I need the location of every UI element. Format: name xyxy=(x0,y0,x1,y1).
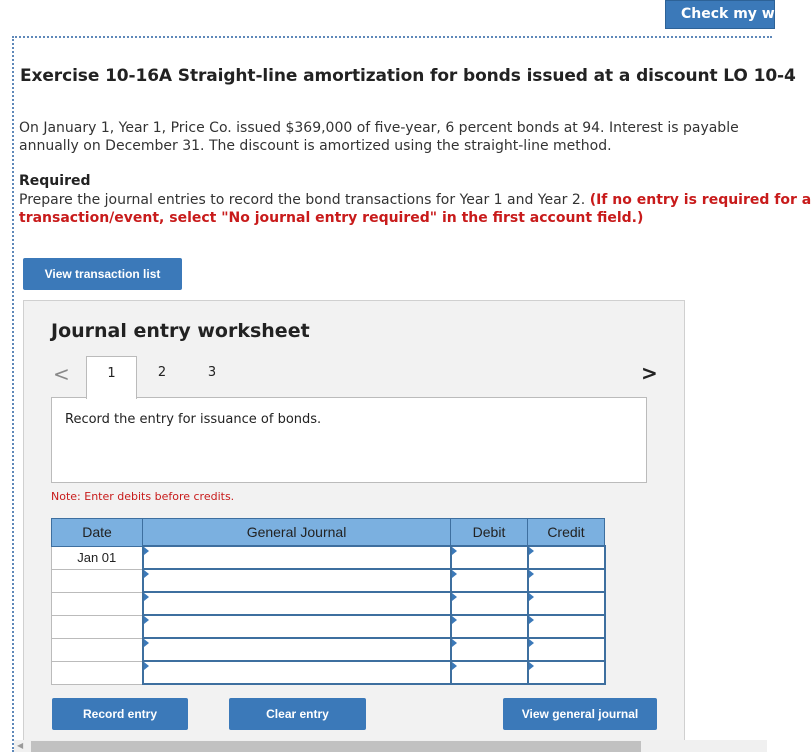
dropdown-marker-icon xyxy=(452,570,457,578)
dropdown-marker-icon xyxy=(452,639,457,647)
dropdown-marker-icon xyxy=(452,547,457,555)
instruction-red-1: (If no entry is required for a xyxy=(589,192,811,208)
account-input[interactable] xyxy=(143,638,451,661)
dropdown-marker-icon xyxy=(144,547,149,555)
credit-input[interactable] xyxy=(528,615,605,638)
instruction-red-2: transaction/event, select "No journal entry required" in the first account field.) xyxy=(19,210,644,226)
dropdown-marker-icon xyxy=(529,593,534,601)
credit-input[interactable] xyxy=(528,638,605,661)
dropdown-marker-icon xyxy=(529,616,534,624)
tab-2[interactable]: 2 xyxy=(157,365,167,380)
debit-credit-note: Note: Enter debits before credits. xyxy=(51,490,235,503)
table-row xyxy=(52,569,605,592)
column-header-debit: Debit xyxy=(451,519,528,547)
chevron-left-icon[interactable]: < xyxy=(53,362,70,386)
chevron-right-icon[interactable]: > xyxy=(641,361,658,385)
table-row xyxy=(52,592,605,615)
scroll-left-arrow-icon[interactable]: ◀ xyxy=(17,741,24,750)
date-cell xyxy=(52,615,143,638)
dropdown-marker-icon xyxy=(529,662,534,670)
entry-description: Record the entry for issuance of bonds. xyxy=(65,412,322,427)
exercise-title: Exercise 10-16A Straight-line amortization for bonds issued at a discount LO 10-4 xyxy=(20,66,796,86)
account-input[interactable] xyxy=(143,592,451,615)
column-header-general-journal: General Journal xyxy=(143,519,451,547)
dropdown-marker-icon xyxy=(144,593,149,601)
required-label: Required xyxy=(19,173,91,189)
dropdown-marker-icon xyxy=(452,593,457,601)
debit-input[interactable] xyxy=(451,592,528,615)
debit-input[interactable] xyxy=(451,638,528,661)
debit-input[interactable] xyxy=(451,569,528,592)
credit-input[interactable] xyxy=(528,592,605,615)
table-row xyxy=(52,638,605,661)
debit-input[interactable] xyxy=(451,615,528,638)
date-cell xyxy=(52,661,143,684)
credit-input[interactable] xyxy=(528,546,605,569)
scrollbar-thumb[interactable] xyxy=(31,741,641,752)
content-border-left xyxy=(12,36,14,752)
date-cell xyxy=(52,569,143,592)
view-general-journal-button[interactable]: View general journal xyxy=(503,698,657,730)
column-header-credit: Credit xyxy=(528,519,605,547)
worksheet-title: Journal entry worksheet xyxy=(51,320,310,342)
dropdown-marker-icon xyxy=(452,662,457,670)
dropdown-marker-icon xyxy=(529,570,534,578)
journal-table xyxy=(51,518,606,685)
problem-line-2: annually on December 31. The discount is amortized using the straight-line method. xyxy=(19,138,612,154)
tab-3[interactable]: 3 xyxy=(207,365,217,380)
account-input[interactable] xyxy=(143,615,451,638)
date-cell xyxy=(52,592,143,615)
check-my-work-button[interactable]: Check my work xyxy=(665,0,775,29)
dropdown-marker-icon xyxy=(144,639,149,647)
table-row xyxy=(52,615,605,638)
instruction-plain: Prepare the journal entries to record the bond transactions for Year 1 and Year 2. xyxy=(19,192,590,208)
credit-input[interactable] xyxy=(528,661,605,684)
tab-1[interactable]: 1 xyxy=(86,356,137,399)
column-header-date: Date xyxy=(52,519,143,547)
view-transaction-list-button[interactable]: View transaction list xyxy=(23,258,182,290)
instruction-text xyxy=(19,191,811,227)
problem-statement xyxy=(19,119,759,155)
debit-input[interactable] xyxy=(451,661,528,684)
dropdown-marker-icon xyxy=(452,616,457,624)
dropdown-marker-icon xyxy=(144,570,149,578)
content-border-top xyxy=(12,36,772,38)
date-cell xyxy=(52,638,143,661)
date-cell: Jan 01 xyxy=(52,546,143,569)
entry-description-box xyxy=(51,397,647,483)
dropdown-marker-icon xyxy=(144,662,149,670)
debit-input[interactable] xyxy=(451,546,528,569)
problem-line-1: On January 1, Year 1, Price Co. issued $369,000 of five-year, 6 percent bonds at 94. Interest is payable xyxy=(19,120,739,136)
dropdown-marker-icon xyxy=(529,639,534,647)
table-row xyxy=(52,546,605,569)
credit-input[interactable] xyxy=(528,569,605,592)
dropdown-marker-icon xyxy=(144,616,149,624)
table-row xyxy=(52,661,605,684)
record-entry-button[interactable]: Record entry xyxy=(52,698,188,730)
account-input[interactable] xyxy=(143,661,451,684)
account-input[interactable] xyxy=(143,569,451,592)
clear-entry-button[interactable]: Clear entry xyxy=(229,698,366,730)
account-input[interactable] xyxy=(143,546,451,569)
dropdown-marker-icon xyxy=(529,547,534,555)
